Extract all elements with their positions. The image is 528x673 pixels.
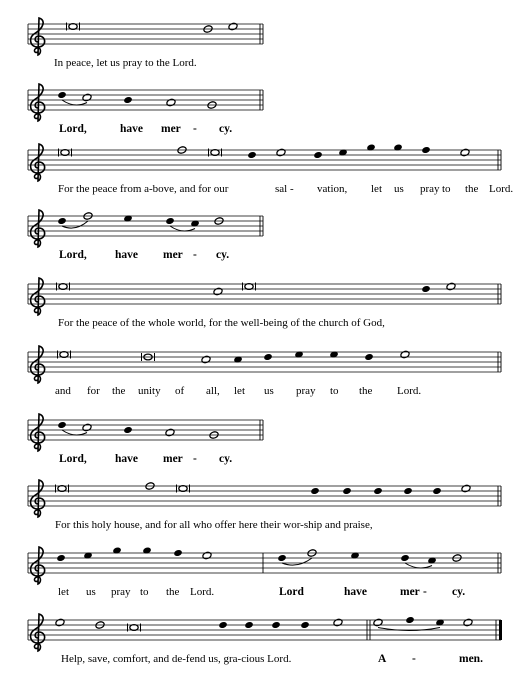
note-open (333, 618, 343, 627)
staff-line-6 (28, 346, 501, 383)
note-filled (313, 151, 323, 159)
treble-clef-icon (31, 547, 45, 584)
note-open (82, 93, 92, 102)
lyric-text: have (115, 453, 138, 465)
lyric-text: Lord (279, 586, 304, 598)
lyric-text: - (193, 453, 197, 465)
treble-clef-icon (31, 18, 45, 55)
staff-line-1 (28, 18, 263, 55)
note-open (460, 148, 470, 157)
staff-line-3 (28, 143, 501, 181)
slur (62, 430, 87, 435)
note-open (461, 484, 471, 493)
lyric-text: all, (206, 385, 220, 397)
note-filled (421, 146, 431, 154)
lyric-text: - (193, 249, 197, 261)
slur (62, 221, 88, 228)
lyric-text: let (58, 586, 69, 598)
note-open (166, 98, 176, 107)
lyric-text: Lord, (59, 453, 87, 465)
note-open (463, 618, 473, 627)
slur (282, 558, 312, 565)
note-filled (247, 151, 257, 159)
treble-clef-icon (31, 84, 45, 121)
note-filled (405, 616, 415, 624)
note-filled (218, 621, 228, 629)
lyric-text: let (371, 183, 382, 195)
staff-line-9 (28, 546, 501, 584)
lyric-text: and (55, 385, 71, 397)
lyric-row-8 (0, 518, 528, 534)
staff-line-8 (28, 480, 501, 517)
lyric-text: the (359, 385, 373, 397)
lyric-text: vation, (317, 183, 348, 195)
note-filled (342, 487, 352, 495)
lyric-text: mer (163, 453, 183, 465)
lyric-text: the (112, 385, 126, 397)
lyric-row-6 (0, 384, 528, 400)
lyric-text: Lord. (190, 586, 215, 598)
lyric-text: - (423, 586, 427, 598)
lyric-text: cy. (452, 586, 466, 598)
note-filled (173, 549, 183, 557)
lyric-row-1 (0, 56, 528, 72)
note-filled (421, 285, 431, 293)
lyric-text: For the peace of the whole world, for the well-being of the church of God, (58, 317, 385, 329)
note-filled (123, 96, 133, 104)
lyric-text: Lord, (59, 123, 87, 135)
lyric-row-3 (0, 182, 528, 198)
lyric-text: us (264, 385, 274, 397)
treble-clef-icon (31, 210, 45, 247)
note-open (276, 148, 286, 157)
lyric-text: Help, save, comfort, and de-fend us, gra-cious Lord. (61, 653, 292, 665)
note-filled (300, 621, 310, 629)
lyric-text: mer (400, 586, 420, 598)
lyric-text: Lord. (489, 183, 514, 195)
note-open (446, 282, 456, 291)
lyric-text: Lord, (59, 249, 87, 261)
lyric-text: pray (296, 385, 316, 397)
note-filled (400, 554, 410, 562)
note-open (55, 618, 65, 627)
lyric-text: to (442, 183, 451, 195)
lyric-text: sal - (275, 183, 294, 195)
slur (62, 100, 87, 105)
note-filled (123, 426, 133, 434)
note-filled (364, 353, 374, 361)
note-open (82, 423, 92, 432)
lyric-text: cy. (219, 123, 233, 135)
note-open (228, 22, 238, 31)
treble-clef-icon (31, 480, 45, 517)
treble-clef-icon (31, 414, 45, 451)
staff-line-10 (28, 614, 502, 651)
note-filled (277, 554, 287, 562)
note-open (165, 428, 175, 437)
note-filled (57, 217, 67, 225)
note-filled (403, 487, 413, 495)
lyric-text: have (344, 586, 367, 598)
treble-clef-icon (31, 614, 45, 651)
slur (405, 563, 432, 568)
note-filled (57, 421, 67, 429)
note-filled (244, 621, 254, 629)
note-filled (432, 487, 442, 495)
lyric-text: mer (161, 123, 181, 135)
staff-line-5 (28, 278, 501, 315)
lyric-row-4 (0, 248, 528, 264)
lyric-text: cy. (216, 249, 230, 261)
lyric-text: the (166, 586, 180, 598)
slur (170, 226, 195, 231)
note-filled (271, 621, 281, 629)
note-filled (373, 487, 383, 495)
note-open (201, 355, 211, 364)
staff-line-4 (28, 210, 263, 247)
lyric-text: - (412, 653, 416, 665)
lyric-text: In peace, let us pray to the Lord. (54, 57, 197, 69)
lyric-text: have (115, 249, 138, 261)
note-filled (56, 554, 66, 562)
treble-clef-icon (31, 144, 45, 181)
lyric-text: For this holy house, and for all who offer here their wor-ship and praise, (55, 519, 373, 531)
lyric-text: the (465, 183, 479, 195)
lyric-text: men. (459, 653, 483, 665)
note-filled (165, 217, 175, 225)
lyric-text: For the peace from a-bove, and for our (58, 183, 229, 195)
lyric-row-7 (0, 452, 528, 468)
lyric-text: pray (420, 183, 440, 195)
treble-clef-icon (31, 278, 45, 315)
note-filled (57, 91, 67, 99)
lyric-text: unity (138, 385, 161, 397)
note-open (373, 618, 383, 627)
treble-clef-icon (31, 346, 45, 383)
staff-line-2 (28, 84, 263, 121)
lyric-text: for (87, 385, 100, 397)
lyric-text: A (378, 653, 387, 665)
lyric-text: of (175, 385, 185, 397)
note-filled (310, 487, 320, 495)
lyric-text: have (120, 123, 143, 135)
lyric-row-2 (0, 122, 528, 138)
lyric-row-10 (0, 652, 528, 668)
note-open (213, 287, 223, 296)
lyric-text: us (86, 586, 96, 598)
lyric-row-9 (0, 585, 528, 601)
note-filled (263, 353, 273, 361)
lyric-text: Lord. (397, 385, 422, 397)
lyric-row-5 (0, 316, 528, 332)
note-open (400, 350, 410, 359)
lyric-text: let (234, 385, 245, 397)
lyric-text: - (193, 123, 197, 135)
lyric-text: to (140, 586, 149, 598)
lyric-text: mer (163, 249, 183, 261)
lyric-text: pray (111, 586, 131, 598)
lyric-text: cy. (219, 453, 233, 465)
lyric-text: us (394, 183, 404, 195)
staff-line-7 (28, 414, 263, 451)
note-open (202, 551, 212, 560)
lyric-text: to (330, 385, 339, 397)
